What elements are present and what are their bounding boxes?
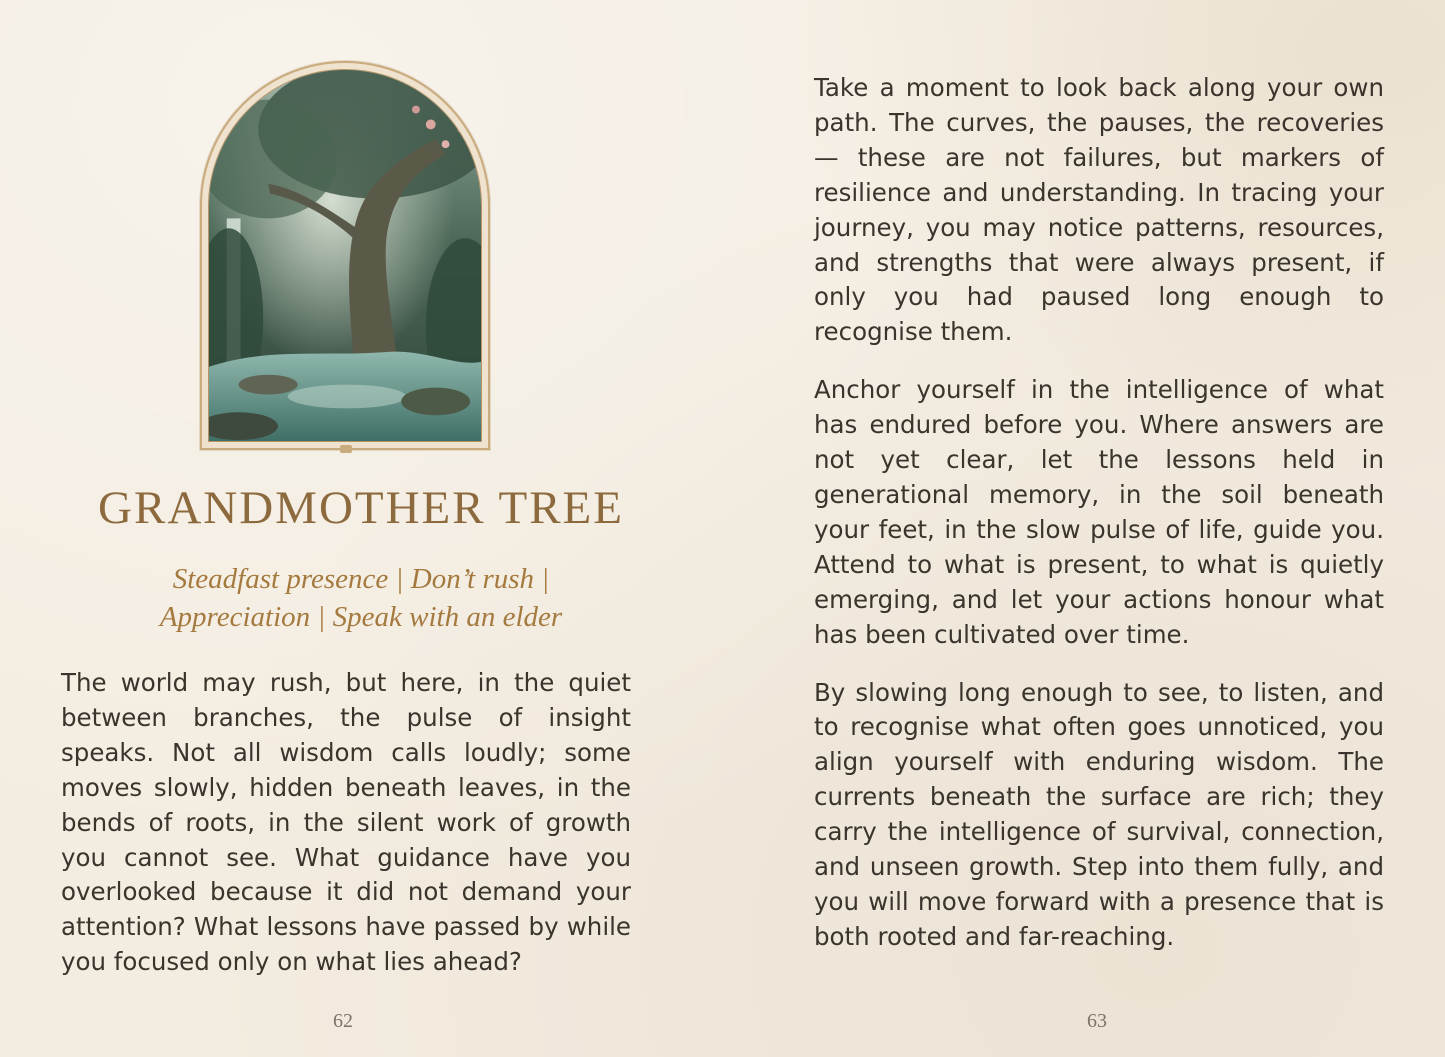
right-body xyxy=(814,71,1384,978)
card-keywords xyxy=(60,560,662,636)
forest-scene-image xyxy=(209,70,481,441)
left-page xyxy=(0,0,722,1057)
page-number-left: 62 xyxy=(333,1010,353,1032)
keywords-line-1: Steadfast presence | Don’t rush | xyxy=(172,563,550,595)
keywords-line-2: Appreciation | Speak with an elder xyxy=(159,601,563,633)
left-body-paragraph: The world may rush, but here, in the quiet between branches, the pulse of insight speaks. Not all wisdom calls loudly; some moves slowly, hidden beneath leaves, in the bends of roots, in the silent work of growth you cannot see. What guidance have you overlooked because it did not demand your attention? What lessons have passed by while you focused only on what lies ahead? xyxy=(61,668,631,977)
body-paragraph-1: Take a moment to look back along your own path. The curves, the pauses, the recoveries — these are not failures, but markers of resilience and understanding. In tracing your journey, you may notice patterns, resources, and strengths that were always present, if only you had paused long enough to recognise them. xyxy=(814,73,1384,347)
forest-illustration xyxy=(208,69,482,442)
arch-illustration-frame xyxy=(200,61,490,450)
right-page xyxy=(722,0,1445,1057)
body-paragraph-2: Anchor yourself in the intelligence of what has endured before you. Where answers are not yet clear, let the lessons held in generational memory, in the soil beneath your feet, in the slow pulse of life, guide you. Attend to what is present, to what is quietly emerging, and let your actions honour what has been cultivated over time. xyxy=(814,375,1384,649)
page-number-right: 63 xyxy=(1087,1010,1107,1032)
arch-ornament xyxy=(340,445,352,453)
card-title: GRANDMOTHER TREE xyxy=(98,482,624,534)
body-paragraph-3: By slowing long enough to see, to listen, and to recognise what often goes unnoticed, you align yourself with enduring wisdom. The currents beneath the surface are rich; they carry the intelligence of survival, connection, and unseen growth. Step into them fully, and you will move forward with a presence that is both rooted and far-reaching. xyxy=(814,677,1384,951)
